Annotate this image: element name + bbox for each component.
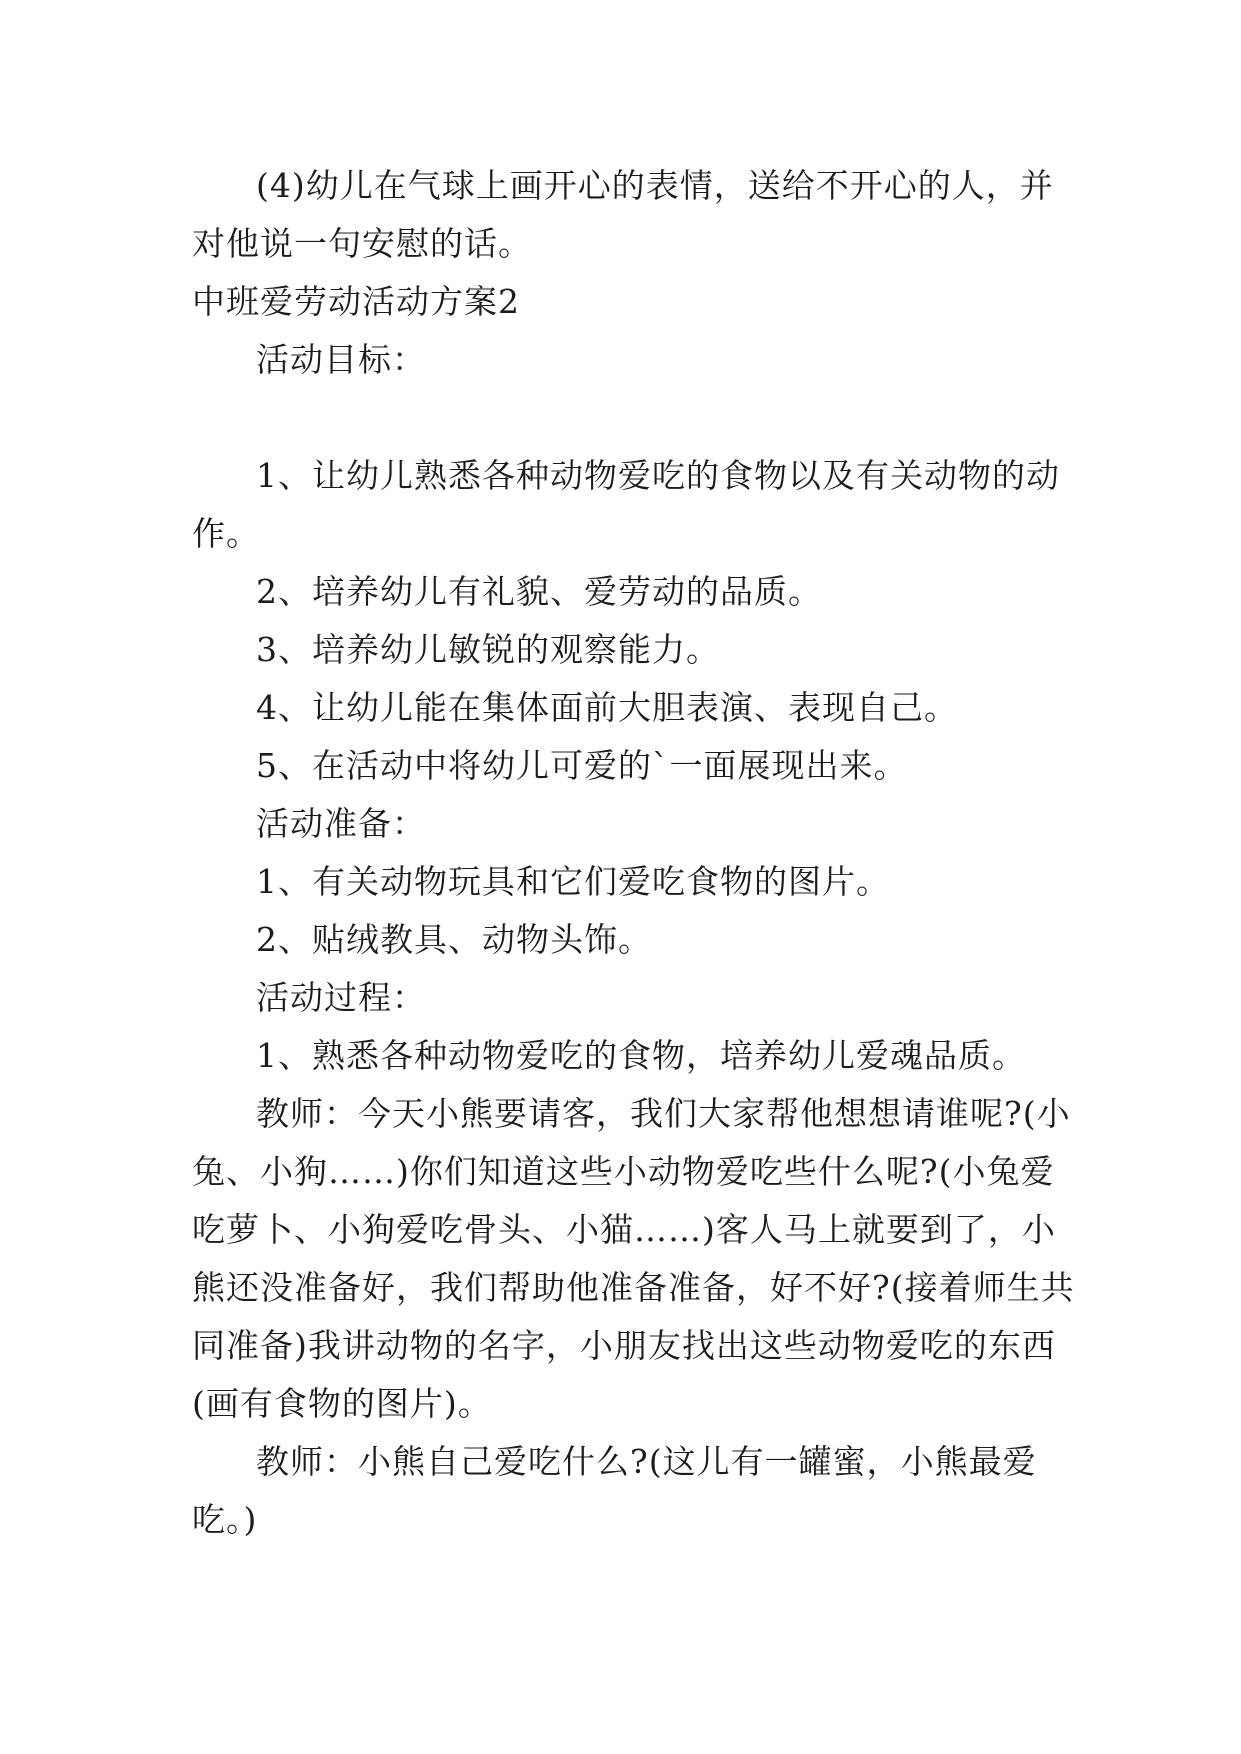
- text-line: 教师：今天小熊要请客，我们大家帮他想想请谁呢?(小: [256, 1094, 1071, 1133]
- text-line: (画有食物的图片)。: [192, 1384, 492, 1423]
- subheading: 活动目标：: [256, 340, 426, 379]
- subheading: 活动准备：: [256, 804, 426, 843]
- list-item: 2、培养幼儿有礼貌、爱劳动的品质。: [256, 572, 822, 611]
- list-item: 2、贴绒教具、动物头饰。: [256, 920, 652, 959]
- list-item: 1、熟悉各种动物爱吃的食物，培养幼儿爱魂品质。: [256, 1036, 1026, 1075]
- list-item: 3、培养幼儿敏锐的观察能力。: [256, 630, 720, 669]
- text-line: 吃萝卜、小狗爱吃骨头、小猫……)客人马上就要到了，小: [192, 1210, 1056, 1249]
- list-item: 5、在活动中将幼儿可爱的`一面展现出来。: [256, 746, 908, 785]
- text-line: 1、让幼儿熟悉各种动物爱吃的食物以及有关动物的动: [256, 456, 1060, 495]
- text-line: 同准备)我讲动物的名字，小朋友找出这些动物爱吃的东西: [192, 1326, 1056, 1365]
- text-line: 兔、小狗……)你们知道这些小动物爱吃些什么呢?(小兔爱: [192, 1152, 1055, 1191]
- text-line: 对他说一句安慰的话。: [192, 224, 532, 263]
- list-item: 1、有关动物玩具和它们爱吃食物的图片。: [256, 862, 890, 901]
- text-line: 教师：小熊自己爱吃什么?(这儿有一罐蜜，小熊最爱: [256, 1442, 1037, 1481]
- text-line: (4)幼儿在气球上画开心的表情，送给不开心的人，并: [256, 166, 1054, 205]
- text-line: 作。: [192, 514, 260, 553]
- list-item: 4、让幼儿能在集体面前大胆表演、表现自己。: [256, 688, 958, 727]
- text-line: 熊还没准备好，我们帮助他准备准备，好不好?(接着师生共: [192, 1268, 1075, 1307]
- section-heading: 中班爱劳动活动方案2: [192, 282, 520, 321]
- text-line: 吃。): [192, 1500, 258, 1539]
- subheading: 活动过程：: [256, 978, 426, 1017]
